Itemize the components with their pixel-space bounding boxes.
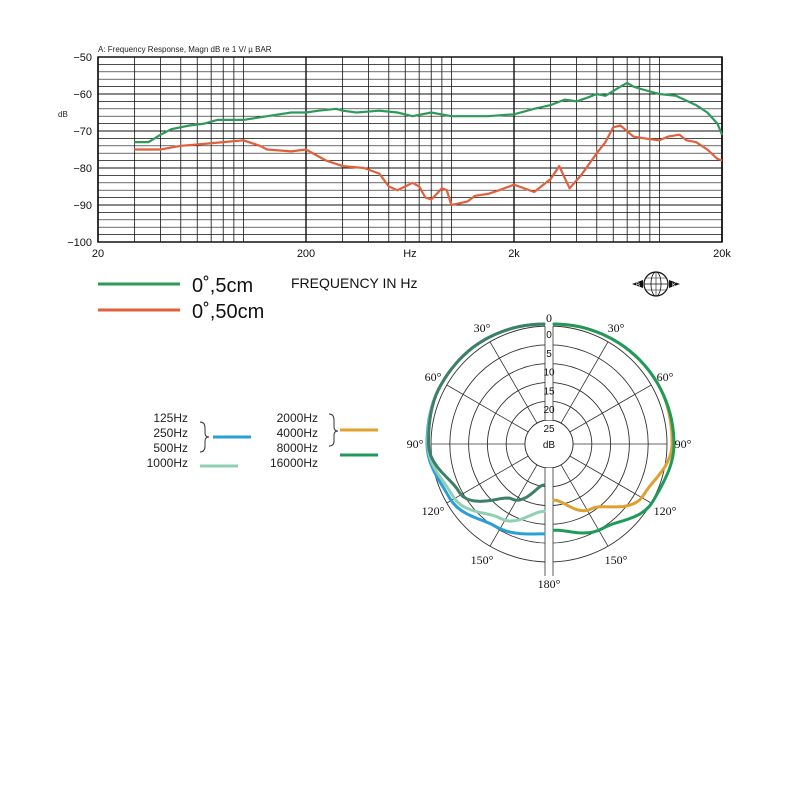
polar-angle-label: 60° bbox=[424, 370, 442, 384]
legend-freq-label: 4000Hz bbox=[276, 426, 318, 440]
polar-series-line-3 bbox=[429, 324, 545, 501]
x-axis-label: FREQUENCY IN Hz bbox=[291, 275, 418, 291]
polar-angle-label: 90° bbox=[406, 437, 424, 451]
polar-angle-label: 150° bbox=[604, 553, 628, 567]
y-tick-label: −60 bbox=[73, 89, 92, 101]
x-tick-labels bbox=[92, 248, 731, 260]
legend-freq-label: 8000Hz bbox=[276, 441, 318, 455]
series-line-2 bbox=[135, 126, 722, 206]
polar-ring-label: 15 bbox=[543, 386, 555, 398]
polar-angle-label: 120° bbox=[653, 504, 677, 518]
legend-freq-label: 125Hz bbox=[153, 411, 188, 425]
x-tick-label: Hz bbox=[403, 248, 417, 260]
legend-right-group bbox=[270, 411, 318, 470]
y-axis-label: dB bbox=[58, 110, 68, 119]
y-tick-label: −50 bbox=[73, 52, 92, 64]
polar-gap-bottom bbox=[545, 468, 553, 564]
polar-ring-label: 25 bbox=[543, 424, 555, 435]
frequency-response-chart bbox=[58, 45, 731, 323]
svg-text:K: K bbox=[672, 283, 677, 289]
polar-ring-label: 5 bbox=[546, 348, 552, 360]
chart-title: A: Frequency Response, Magn dB re 1 V/ µ BAR bbox=[98, 45, 272, 54]
y-tick-label: −100 bbox=[67, 237, 92, 249]
legend-freq-label: 2000Hz bbox=[276, 411, 318, 425]
x-tick-label: 200 bbox=[296, 248, 316, 260]
legend-freq-label: 16000Hz bbox=[269, 456, 318, 470]
brace-left-icon bbox=[200, 422, 209, 452]
y-tick-label: −90 bbox=[73, 200, 92, 212]
y-tick-label: −70 bbox=[73, 126, 92, 138]
legend-freq-label: 250Hz bbox=[153, 426, 188, 440]
x-tick-label: 2k bbox=[508, 248, 520, 260]
polar-angle-label: 90° bbox=[674, 437, 692, 451]
y-tick-label: −80 bbox=[73, 163, 92, 175]
polar-unit-label: dB bbox=[542, 440, 556, 451]
polar-series-line-5 bbox=[554, 324, 674, 533]
polar-angle-label: 120° bbox=[421, 504, 445, 518]
legend-freq-label: 500Hz bbox=[153, 441, 188, 455]
x-tick-label: 20 bbox=[91, 248, 105, 260]
legend-left-group bbox=[147, 411, 188, 470]
polar-pattern-chart bbox=[407, 311, 692, 591]
polar-angle-label: 60° bbox=[656, 370, 674, 384]
x-tick-label: 20k bbox=[713, 248, 731, 260]
bk-logo bbox=[632, 272, 680, 296]
frequency-legend bbox=[98, 275, 264, 323]
y-tick-labels bbox=[67, 52, 92, 249]
polar-angle-label: 150° bbox=[470, 553, 494, 567]
polar-ring-label: 20 bbox=[543, 405, 555, 417]
series-line-1 bbox=[135, 83, 722, 142]
polar-angle-label: 0 bbox=[546, 311, 552, 325]
polar-ring-label: 10 bbox=[543, 367, 555, 379]
svg-text:B: B bbox=[636, 283, 641, 289]
polar-angle-label: 30° bbox=[607, 321, 625, 335]
polar-angle-label: 180° bbox=[537, 577, 561, 591]
legend-label-1: 0˚,5cm bbox=[192, 275, 254, 297]
polar-legend bbox=[147, 411, 378, 470]
polar-ring-label: 0 bbox=[546, 330, 552, 341]
legend-label-2: 0˚,50cm bbox=[192, 301, 265, 323]
brace-right-icon bbox=[329, 414, 338, 446]
polar-angle-label: 30° bbox=[473, 321, 491, 335]
legend-freq-label: 1000Hz bbox=[146, 456, 188, 470]
